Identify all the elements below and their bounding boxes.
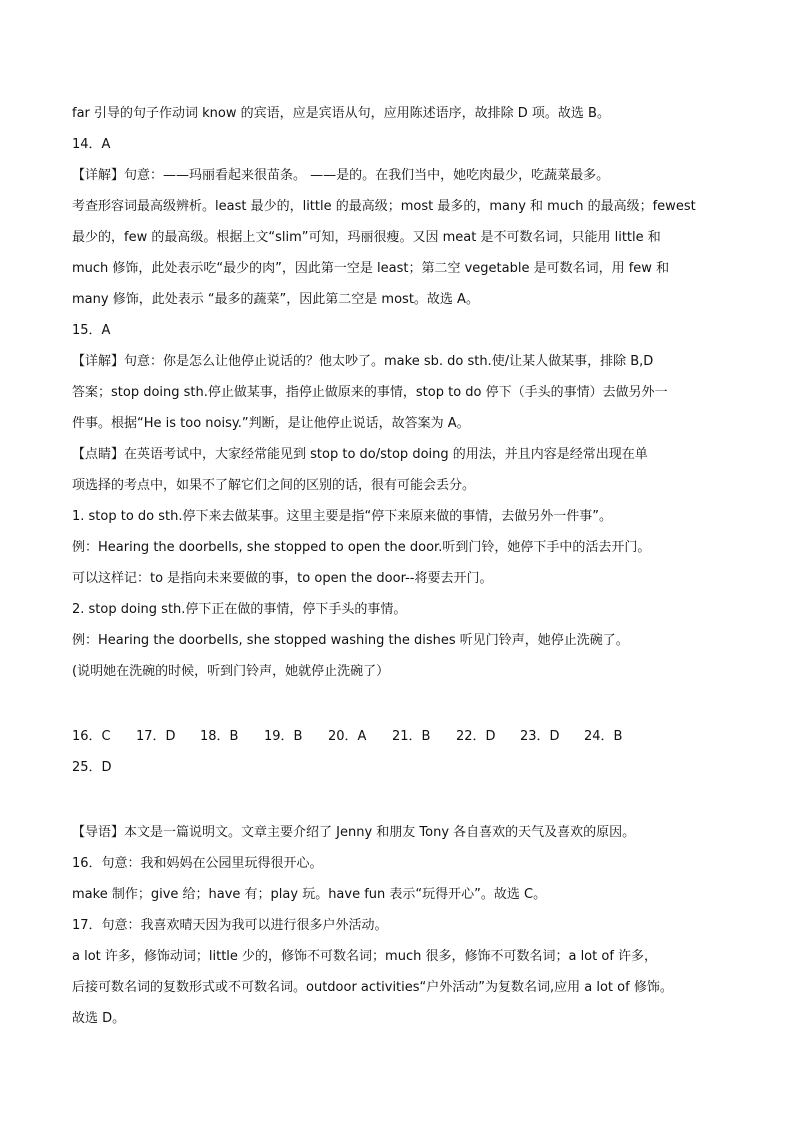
answer-key-row [72,752,722,783]
text-line: 2. stop doing sth.停下正在做的事情，停下手头的事情。 [72,602,407,617]
text-line: make 制作；give 给；have 有；play 玩。have fun 表示“玩得开心”。故选 C。 [72,887,547,902]
answer-item: 20．A [328,729,367,744]
answer-item: 17．D [136,729,176,744]
text-line: a lot 许多，修饰动词；little 少的，修饰不可数名词；much 很多，修饰不可数名词；a lot of 许多， [72,949,658,964]
text-line: many 修饰，此处表示 “最多的蔬菜”，因此第二空是 most。故选 A。 [72,292,479,307]
text-line: 【导语】本文是一篇说明文。文章主要介绍了 Jenny 和朋友 Tony 各自喜欢的天气及喜欢的原因。 [72,825,636,840]
explanation-block-top [72,98,722,687]
answer-heading-15: 15．A [72,323,111,338]
answer-item: 21．B [392,729,431,744]
answer-item: 22．D [456,729,496,744]
text-line: 项选择的考点中，如果不了解它们之间的区别的话，很有可能会丢分。 [72,478,476,493]
answer-item: 25．D [72,760,112,775]
text-line: 故选 D。 [72,1011,126,1026]
spacer [72,783,722,817]
text-line: 例：Hearing the doorbells, she stopped washing the dishes 听见门铃声，她停止洗碗了。 [72,633,629,648]
text-line: 例：Hearing the doorbells, she stopped to open the door.听到门铃，她停下手中的活去开门。 [72,540,651,555]
text-line: 【点睛】在英语考试中，大家经常能见到 stop to do/stop doing 的用法，并且内容是经常出现在单 [72,447,648,462]
text-line: 16．句意：我和妈妈在公园里玩得很开心。 [72,856,323,871]
text-line: 后接可数名词的复数形式或不可数名词。outdoor activities“户外活动”为复数名词,应用 a lot of 修饰。 [72,980,673,995]
text-line: 件事。根据“He is too noisy.”判断，是让他停止说话，故答案为 A。 [72,416,470,431]
explanation-block-bottom [72,817,722,1034]
answer-key-row [72,721,722,752]
text-line: 可以这样记：to 是指向未来要做的事，to open the door--将要去开门。 [72,571,493,586]
answer-item: 23．D [520,729,560,744]
text-line: 1. stop to do sth.停下来去做某事。这里主要是指“停下来原来做的事情，去做另外一件事”。 [72,509,612,524]
document-page [72,98,722,1034]
text-line: 最少的，few 的最高级。根据上文“slim”可知，玛丽很瘦。又因 meat 是不可数名词，只能用 little 和 [72,230,661,245]
answer-item: 18．B [200,729,239,744]
text-line: far 引导的句子作动词 know 的宾语，应是宾语从句，应用陈述语序，故排除 D 项。故选 B。 [72,106,610,121]
text-line: 【详解】句意：你是怎么让他停止说话的？他太吵了。make sb. do sth.使/让某人做某事，排除 B,D [72,354,654,369]
text-line: (说明她在洗碗的时候，听到门铃声，她就停止洗碗了） [72,664,390,679]
text-line: 【详解】句意：——玛丽看起来很苗条。 ——是的。在我们当中，她吃肉最少，吃蔬菜最多。 [72,168,610,183]
answer-item: 16．C [72,729,111,744]
spacer [72,687,722,721]
text-line: 答案；stop doing sth.停止做某事，指停止做原来的事情，stop to do 停下（手头的事情）去做另外一 [72,385,668,400]
text-line: much 修饰，此处表示吃“最少的肉”，因此第一空是 least；第二空 vegetable 是可数名词，用 few 和 [72,261,670,276]
text-line: 17．句意：我喜欢晴天因为我可以进行很多户外活动。 [72,918,388,933]
answer-item: 24．B [584,729,623,744]
answer-item: 19．B [264,729,303,744]
answer-heading-14: 14．A [72,137,111,152]
text-line: 考查形容词最高级辨析。least 最少的，little 的最高级；most 最多的，many 和 much 的最高级；fewest [72,199,696,214]
